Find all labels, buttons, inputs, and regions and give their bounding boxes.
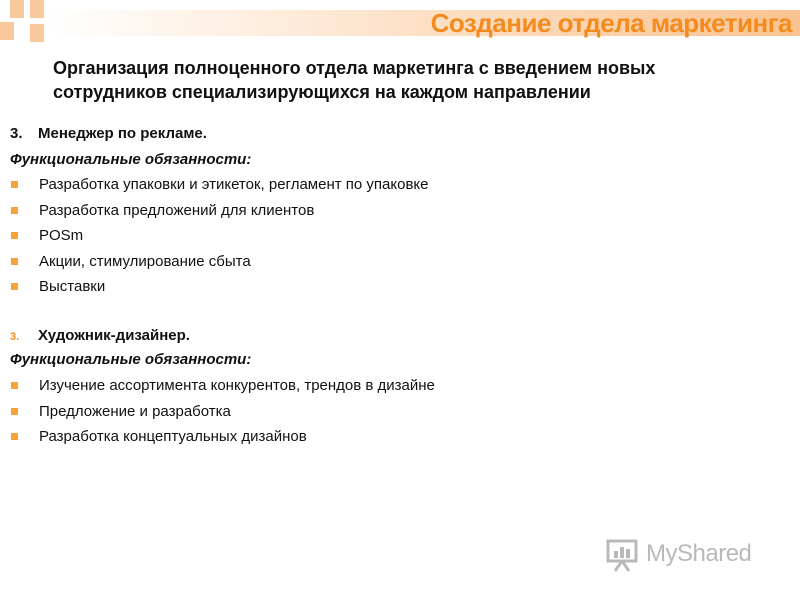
corner-square bbox=[10, 0, 24, 18]
list-item bbox=[10, 172, 428, 198]
section-heading bbox=[10, 327, 190, 344]
corner-square bbox=[30, 0, 44, 18]
bullet-square-icon bbox=[11, 207, 18, 214]
list-item bbox=[10, 399, 435, 425]
list-item bbox=[10, 274, 428, 300]
list-item-text: Разработка предложений для клиентов bbox=[39, 201, 315, 219]
watermark bbox=[606, 536, 766, 572]
list-item bbox=[10, 373, 435, 399]
section-number: 3. bbox=[10, 125, 23, 142]
duties-list bbox=[10, 172, 428, 300]
bullet-square-icon bbox=[11, 232, 18, 239]
list-item-text: Разработка упаковки и этикеток, регламент по упаковке bbox=[39, 176, 429, 193]
bullet-square-icon bbox=[11, 433, 18, 440]
duties-label: Функциональные обязанности: bbox=[10, 351, 252, 368]
duties-label: Функциональные обязанности: bbox=[10, 151, 252, 168]
bullet-square-icon bbox=[11, 408, 18, 415]
duties-list bbox=[10, 373, 435, 450]
list-item bbox=[10, 424, 435, 450]
bullet-square-icon bbox=[11, 181, 18, 188]
corner-square bbox=[0, 22, 14, 40]
slide-subtitle: Организация полноценного отдела маркетинга с введением новых сотрудников специализирующихся на каждом направлении bbox=[53, 58, 656, 102]
section-number: 3. bbox=[10, 331, 20, 343]
bullet-square-icon bbox=[11, 382, 18, 389]
section-title: Менеджер по рекламе. bbox=[38, 125, 207, 142]
bullet-square-icon bbox=[11, 283, 18, 290]
slide-title: Создание отдела маркетинга bbox=[430, 8, 792, 38]
list-item-text: POSm bbox=[39, 227, 84, 244]
list-item bbox=[10, 223, 428, 249]
list-item bbox=[10, 249, 428, 275]
watermark-text: MyShared bbox=[646, 540, 752, 567]
list-item bbox=[10, 198, 428, 224]
section-title: Художник-дизайнер. bbox=[38, 327, 190, 344]
corner-square bbox=[30, 24, 44, 42]
list-item-text: Акции, стимулирование сбыта bbox=[39, 252, 251, 270]
presentation-board-icon bbox=[606, 538, 640, 572]
list-item-text: Предложение и разработка bbox=[39, 402, 231, 420]
list-item-text: Выставки bbox=[39, 278, 106, 295]
bullet-square-icon bbox=[11, 258, 18, 265]
list-item-text: Изучение ассортимента конкурентов, трендов в дизайне bbox=[39, 377, 435, 394]
list-item-text: Разработка концептуальных дизайнов bbox=[39, 428, 307, 445]
section-heading bbox=[10, 125, 207, 142]
